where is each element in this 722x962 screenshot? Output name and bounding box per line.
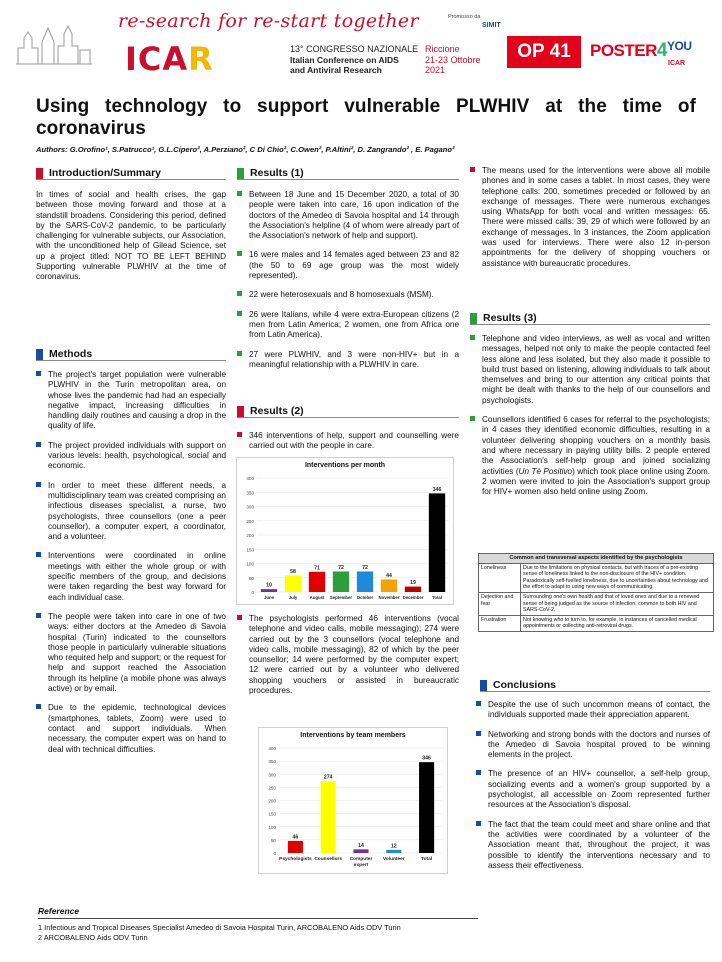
poster-code-badge: OP 41 [507, 36, 581, 68]
section-marker-icon [36, 168, 43, 179]
list-item: The presence of an HIV+ counsellor, a self-help group, socializing events and a women's group supported by a psychologist, all accessible on Zoom represented further resources at the Association's disposal. [476, 769, 710, 810]
list-item: Counsellors identified 6 cases for referral to the psychologists; in 4 cases they identified economic difficulties, resulting in a volunteer delivering shopping vouchers on a monthly basis and where necessary in paying utility bills. 2 people entered the Association's self-help group and joined socializing activities (Un Tè Positivo) which took place online using Zoom. 2 women were invited to join the Association's support group for HIV+ women also held online using Zoom. [470, 415, 710, 497]
reference-line-2: 2 ARCOBALENO Aids ODV Turin [38, 933, 148, 942]
y-tick-label: 100 [268, 824, 276, 830]
list-item: Between 18 June and 15 December 2020, a total of 30 people were taken into care, 16 upon indication of the doctors of the Amedeo di Savoia hospital and 14 through the Association's helpline (4 of whom were already part of the Association's network of help and support). [237, 190, 459, 241]
data-label: 72 [362, 564, 368, 571]
category-label: October [356, 595, 374, 600]
bar [309, 572, 325, 592]
poster4you-logo: $POSTER4^{YOU}$ [590, 39, 692, 61]
bar [353, 849, 368, 853]
y-tick-label: 100 [246, 561, 254, 567]
results3-list [470, 334, 710, 506]
data-label: 346 [432, 486, 442, 493]
list-item: Despite the use of such uncommon means of contact, the individuals supported made their appreciation apparent. [476, 700, 710, 721]
y-tick-label: 200 [268, 798, 276, 804]
bar-chart [237, 458, 455, 606]
data-label: 274 [323, 774, 333, 781]
y-tick-label: 0 [273, 851, 276, 856]
conference-banner [0, 0, 722, 92]
results1-list [237, 190, 459, 379]
category-label: expert [353, 863, 369, 868]
section-marker-icon [470, 313, 477, 324]
data-label: 14 [358, 842, 364, 849]
list-item: The psychologists performed 46 interventions (vocal telephone and video calls, mobile messaging); 274 were carried out by the 3 counsellors (vocal telephone and video calls, mobile messaging), 82 of which by the peer counsellor; 14 were performed by the computer expert; 12 were carried out by a volunteer who delivered shopping vouchers or assisted in bureaucratic procedures. [237, 614, 459, 696]
y-tick-label: 0 [251, 590, 254, 595]
data-label: 12 [390, 843, 397, 850]
conference-slogan: re-search for re-start together [118, 10, 419, 32]
congress-location: Riccione 21-23 Ottobre 2021 [425, 44, 481, 75]
chart-title: Interventions per month [304, 462, 386, 469]
bar [321, 781, 336, 853]
results-continued-list [470, 166, 710, 278]
y-tick-label: 50 [270, 837, 276, 843]
data-label: 10 [266, 582, 272, 589]
list-item: The people were taken into care in one of two ways: either doctors at the Amedeo di Savoia hospital (Turin) indicated to the counsellors those people in particularly vulnerable situations who required help and support; or the request for help and support reached the Association through its helpline (a mobile phone was always active) or by email. [36, 612, 226, 694]
reference-divider [38, 918, 478, 919]
chart-title: Interventions by team members [300, 732, 406, 739]
results1-heading: Results (1) [237, 165, 304, 181]
category-label: November [378, 595, 400, 600]
category-label: Total [421, 857, 433, 862]
chart-interventions-by-team [258, 727, 448, 874]
bar [285, 575, 301, 592]
table-row: Dejection and fear Surrounding one's own health and that of loved ones and due to a renewed sense of being judged as the source of infection, common to both HIV and SARS-CoV-2. [479, 592, 714, 615]
bar [261, 589, 277, 592]
list-item: The means used for the interventions were above all mobile phones and in some cases a tablet. In most cases, they were telephone calls: 200, sometimes preceded or followed by an exchange of messages. There were numerous exchanges using WhatsApp for both vocal and written messages: 65. There were missed calls: 39, 29 of which were followed by an exchange of messages. In 3 instances, the Zoom application was used for interviews. There were also 12 in-person appointments for the delivery of shopping vouchers or assistance with bureaucratic procedures. [470, 166, 710, 269]
data-label: 346 [422, 755, 431, 762]
bar [405, 587, 421, 592]
category-label: Counsellors [314, 857, 343, 862]
conclusions-heading: Conclusions [480, 677, 556, 693]
data-label: 46 [292, 834, 299, 841]
list-item: 16 were males and 14 females aged between 23 and 82 (the 50 to 69 age group was the most widely represented). [237, 250, 459, 281]
y-tick-label: 50 [248, 575, 254, 581]
data-label: 71 [314, 565, 320, 572]
chart-interventions-per-month [236, 457, 454, 605]
data-label: 19 [410, 580, 416, 587]
methods-heading: Methods [36, 346, 92, 362]
category-label: Total [432, 595, 442, 600]
table-row: Loneliness Due to the limitations on physical contacts, but with traces of a pre-existing sense of loneliness linked to the non-disclosure of the HIV+ condition. Paradoxically self-fuelled loneliness, due to uncertainties about technology and the effort to adapt to using new ways of communicating. [479, 563, 714, 592]
y-tick-label: 250 [268, 785, 276, 791]
y-tick-label: 400 [246, 476, 254, 481]
y-tick-label: 150 [246, 547, 254, 553]
y-tick-label: 200 [246, 533, 254, 538]
poster-title: Using technology to support vulnerable PLWHIV at the time of coronavirus [36, 96, 696, 139]
category-label: June [263, 595, 275, 600]
data-label: 72 [338, 564, 344, 571]
category-label: August [309, 595, 325, 600]
list-item: The project's target population were vulnerable PLWHIV in the Turin metropolitan area, on whose lives the pandemic had had an especially negative impact, increasing difficulties in handling daily routines and causing a drop in the quality of life. [36, 370, 226, 432]
y-tick-label: 350 [268, 759, 276, 765]
y-tick-label: 150 [268, 811, 276, 817]
list-item: 26 were Italians, while 4 were extra-European citizens (2 men from Latin America; 2 women, one from Africa one from Latin America). [237, 310, 459, 341]
intro-heading: Introduction/Summary [36, 165, 161, 181]
psychologists-aspects-table [478, 553, 714, 632]
y-tick-label: 300 [246, 504, 254, 510]
y-tick-label: 250 [246, 518, 254, 524]
list-item: 346 interventions of help, support and counselling were carried out with the people in care. [237, 431, 459, 452]
list-item: In order to meet these different needs, a multidisciplinary team was created comprising an infectious diseases specialist, a nurse, two psychologists, three counsellors (one a peer counsellor), a computer expert, a coordinator, and a volunteer. [36, 481, 226, 543]
results2-list-b [237, 614, 459, 705]
list-item: The fact that the team could meet and share online and that the activities were coordinated by a volunteer of the Association meant that, throughout the project, it was possible to identify the interventions necessary and to assess their effectiveness. [476, 820, 710, 871]
authors-line: Authors: G.Orofino¹, S.Patrucco¹, G.L.Cipero², A.Perziano², C Di Chio², C.Owen², P.Altini², D. Zangrando² , E. Pagano² [36, 145, 455, 154]
congress-info: 13° CONGRESSO NAZIONALE Italian Conference on AIDS and Antiviral Research [290, 44, 419, 75]
results3-heading: Results (3) [470, 310, 537, 326]
y-tick-label: 300 [268, 772, 276, 778]
section-marker-icon [237, 406, 244, 417]
category-label: Psychologists [279, 857, 312, 862]
section-marker-icon [36, 349, 43, 360]
list-item: Telephone and video interviews, as well as vocal and written messages, helped not only to make the people contacted feel less alone and less isolated, but they also made it possible to build trust based on listening, allowing individuals to talk about themselves and bring to our attention any critical points that might be dealt with thanks to the help of our counsellors and psychologists. [470, 334, 710, 406]
bar [333, 571, 349, 592]
city-skyline-logo [14, 18, 94, 66]
bar [381, 579, 397, 592]
reference-heading: Reference [38, 906, 80, 916]
list-item: Interventions were coordinated in online meetings with either the whole group or with specific members of the group, and decisions were taken regarding the best way forward for each individual case. [36, 551, 226, 602]
list-item: Networking and strong bonds with the doctors and nurses of the Amedeo di Savoia hospital proved to be winning elements in the project. [476, 730, 710, 761]
list-item: Due to the epidemic, technological devices (smartphones, tablets, Zoom) were used to contact and support individuals. When necessary, the computer expert was on hand to deal with technical difficulties. [36, 703, 226, 754]
bar [386, 850, 401, 853]
bar [288, 841, 303, 853]
category-label: July [288, 595, 298, 600]
bar [429, 493, 445, 592]
reference-line-1: 1 Infectious and Tropical Diseases Specialist Amedeo di Savoia Hospital Turin, ARCOBALENO Aids ODV Turin [38, 923, 401, 932]
category-label: December [402, 595, 424, 600]
list-item: The project provided individuals with support on various levels: health, psychological, social and economic. [36, 441, 226, 472]
poster4you-icar: ICAR [668, 60, 686, 67]
category-label: Volunteer [382, 857, 405, 862]
data-label: 58 [290, 568, 296, 575]
section-marker-icon [480, 680, 487, 691]
table-row: Frustration Not knowing who to turn to, for example, in instances of cancelled medical appointments or collecting anti-retroviral drugs. [479, 615, 714, 631]
table-header: Common and transversal aspects identified by the psychologists [479, 554, 714, 564]
list-item: 27 were PLWHIV, and 3 were non-HIV+ but in a meaningful relationship with a PLWHIV in care. [237, 350, 459, 371]
simit-logo: SIMIT [482, 22, 501, 29]
y-tick-label: 350 [246, 490, 254, 496]
intro-text: In times of social and health crises, the gap between those moving forward and those at a standstill broadens. Considering this period, defined by the SARS-CoV-2 pandemic, to be particularly challenging for vulnerable subjects, our Association, with the unconditioned help of Gilead Science, set up a project titled: NOT TO BE LEFT BEHIND Supporting vulnerable PLWHIV at the time of coronavirus. [36, 190, 226, 282]
bar-chart [259, 728, 449, 875]
methods-list [36, 370, 226, 764]
section-marker-icon [237, 168, 244, 179]
list-item: 22 were heterosexuals and 8 homosexuals (MSM). [237, 290, 459, 300]
y-tick-label: 400 [268, 746, 276, 751]
bar [357, 571, 373, 592]
category-label: September [329, 595, 353, 600]
sponsor-label: Promosso da [448, 14, 481, 20]
data-label: 44 [386, 572, 392, 579]
results2-heading: Results (2) [237, 403, 304, 419]
conclusions-list [476, 700, 710, 880]
bar [419, 762, 434, 853]
icar-logo: ICAR [125, 40, 214, 78]
category-label: Computer [349, 857, 373, 862]
